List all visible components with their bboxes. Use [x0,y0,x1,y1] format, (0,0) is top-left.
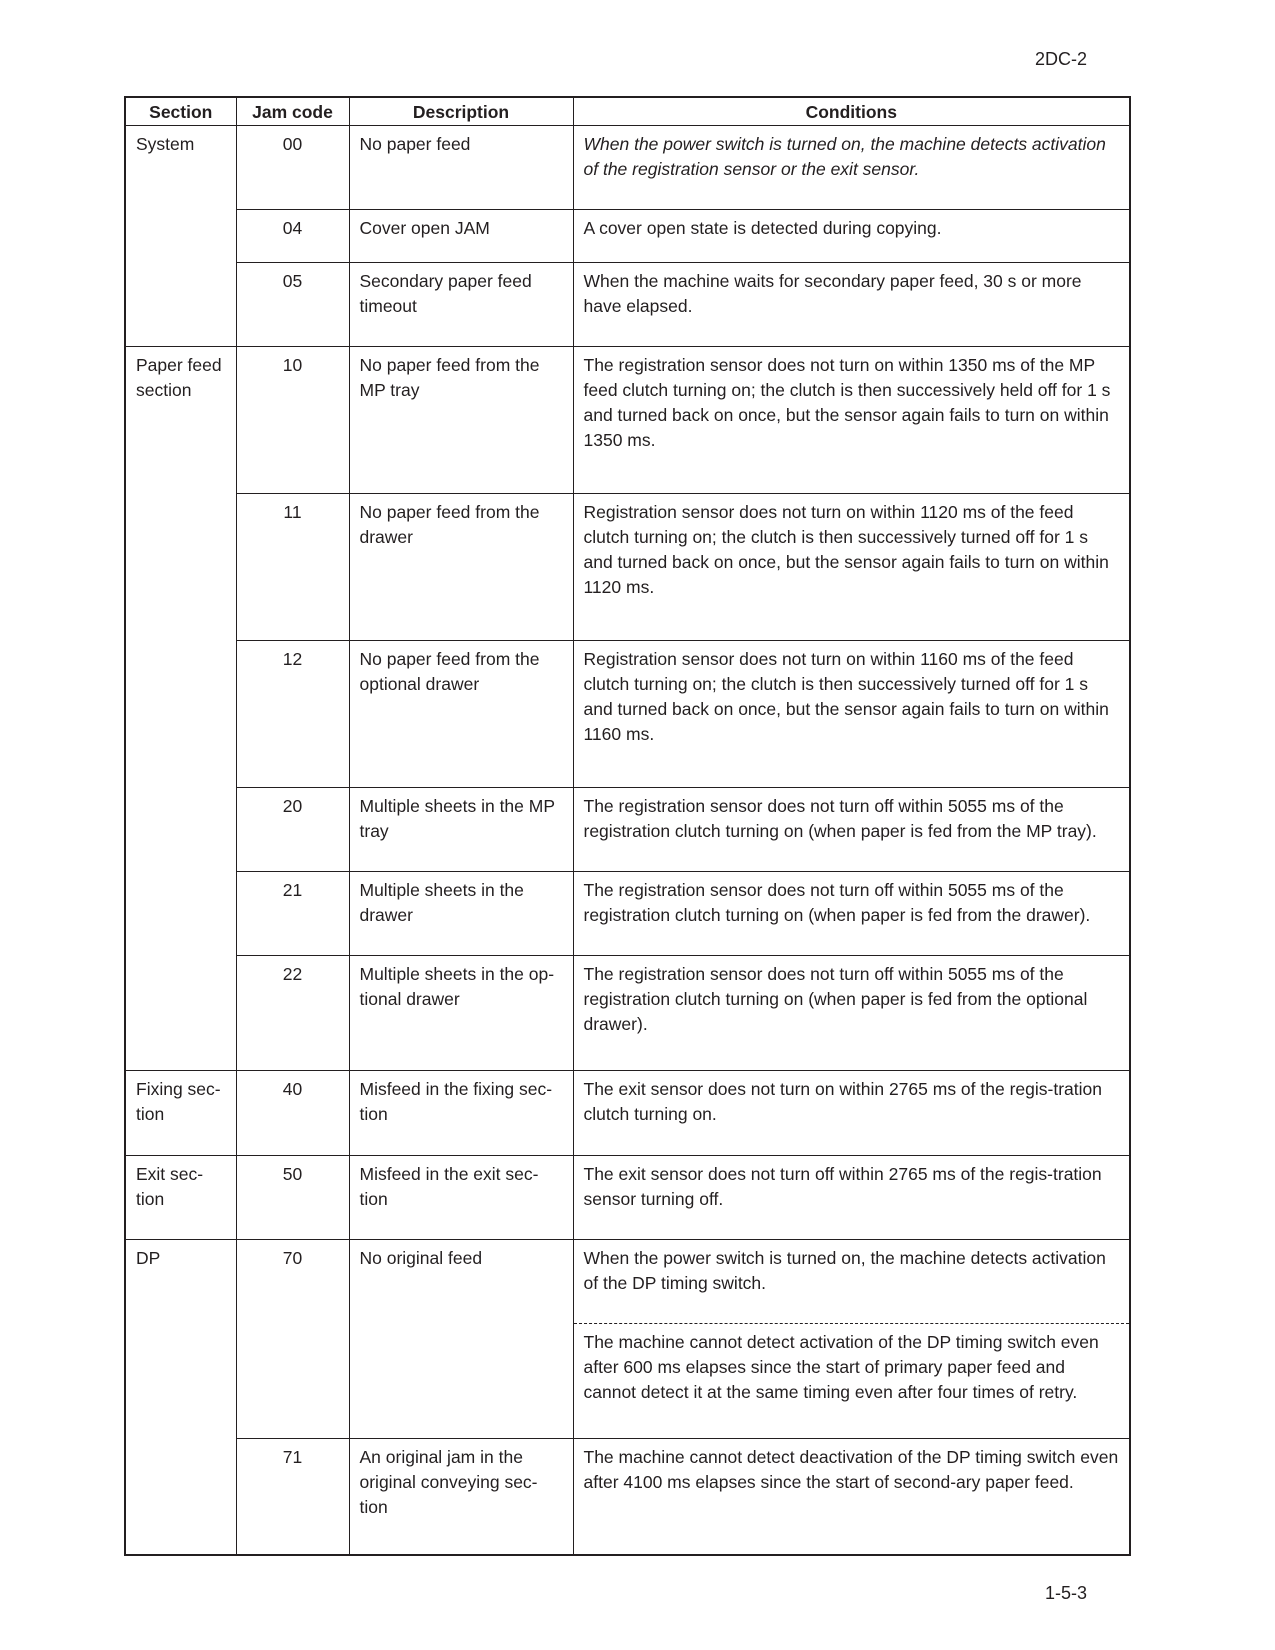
conditions-cell: When the power switch is turned on, the machine detects activation of the registration sensor or the exit sensor. [573,126,1130,210]
section-cell-fixing [125,1071,236,1155]
description-cell: Cover open JAM [349,210,573,263]
table-row [125,1071,1130,1155]
jam-code-table [124,96,1131,1556]
conditions-cell-secondary: The machine cannot detect activation of the DP timing switch even after 600 ms elapses since the start of primary paper feed and cannot detect it at the same timing even after four times of retry. [573,1323,1130,1439]
conditions-cell: The registration sensor does not turn off within 5055 ms of the registration clutch turning on (when paper is fed from the optional drawer). [573,955,1130,1071]
table-row [125,640,1130,787]
description-cell: Misfeed in the exit sec-tion [349,1155,573,1239]
conditions-cell: The registration sensor does not turn off within 5055 ms of the registration clutch turning on (when paper is fed from the MP tray). [573,787,1130,871]
table-row [125,1239,1130,1323]
table-row [125,871,1130,955]
conditions-cell: Registration sensor does not turn on within 1160 ms of the feed clutch turning on; the clutch is then successively turned off for 1 s and turned back on once, but the sensor again fails to turn on within 1160 ms. [573,640,1130,787]
jam-code-cell: 71 [236,1439,349,1555]
column-header-jam-code: Jam code [236,97,349,126]
jam-code-cell: 04 [236,210,349,263]
description-cell: Multiple sheets in the op-tional drawer [349,955,573,1071]
jam-code-cell: 40 [236,1071,349,1155]
column-header-section: Section [125,97,236,126]
conditions-cell: The registration sensor does not turn off within 5055 ms of the registration clutch turning on (when paper is fed from the drawer). [573,871,1130,955]
table-row [125,262,1130,346]
jam-code-cell: 10 [236,346,349,493]
table-row [125,787,1130,871]
table-row [125,1155,1130,1239]
page-number: 1-5-3 [1044,1583,1087,1603]
section-label: Exit sec- tion [136,1163,204,1209]
description-cell: Secondary paper feed timeout [349,262,573,346]
description-cell: No paper feed from the optional drawer [349,640,573,787]
jam-code-cell: 70 [236,1239,349,1439]
description-cell: Misfeed in the fixing sec-tion [349,1071,573,1155]
section-cell-dp: DP [125,1239,236,1555]
jam-code-cell: 11 [236,493,349,640]
conditions-cell: The exit sensor does not turn off within 2765 ms of the regis-tration sensor turning off. [573,1155,1130,1239]
table-row [125,210,1130,263]
description-cell: Multiple sheets in the MP tray [349,787,573,871]
table-row [125,126,1130,210]
table-header-row [125,97,1130,126]
description-cell: No original feed [349,1239,573,1439]
table-row [125,493,1130,640]
conditions-cell: The exit sensor does not turn on within 2765 ms of the regis-tration clutch turning on. [573,1071,1130,1155]
conditions-cell: The registration sensor does not turn on within 1350 ms of the MP feed clutch turning on; the clutch is then successively held off for 1 s and turned back on once, but the sensor again fails to turn on within 1350 ms. [573,346,1130,493]
description-cell: An original jam in the original conveying sec-tion [349,1439,573,1555]
jam-code-cell: 00 [236,126,349,210]
conditions-cell: When the power switch is turned on, the machine detects activation of the DP timing switch. [573,1239,1130,1323]
description-cell: Multiple sheets in the drawer [349,871,573,955]
conditions-cell: Registration sensor does not turn on within 1120 ms of the feed clutch turning on; the clutch is then successively turned off for 1 s and turned back on once, but the sensor again fails to turn on within 1120 ms. [573,493,1130,640]
jam-code-cell: 50 [236,1155,349,1239]
document-id: 2DC-2 [1034,49,1087,69]
section-label: Fixing sec- tion [136,1079,221,1125]
conditions-cell: The machine cannot detect deactivation of the DP timing switch even after 4100 ms elapses since the start of second-ary paper feed. [573,1439,1130,1555]
conditions-cell: A cover open state is detected during copying. [573,210,1130,263]
column-header-description: Description [349,97,573,126]
jam-code-cell: 05 [236,262,349,346]
jam-code-cell: 21 [236,871,349,955]
section-cell-exit [125,1155,236,1239]
jam-code-cell: 22 [236,955,349,1071]
jam-code-cell: 12 [236,640,349,787]
column-header-conditions: Conditions [573,97,1130,126]
table-row [125,346,1130,493]
description-cell: No paper feed from the drawer [349,493,573,640]
description-cell: No paper feed [349,126,573,210]
table-row [125,955,1130,1071]
section-cell-paper-feed: Paper feed section [125,346,236,1070]
section-cell-system: System [125,126,236,347]
jam-code-cell: 20 [236,787,349,871]
conditions-cell: When the machine waits for secondary paper feed, 30 s or more have elapsed. [573,262,1130,346]
description-cell: No paper feed from the MP tray [349,346,573,493]
